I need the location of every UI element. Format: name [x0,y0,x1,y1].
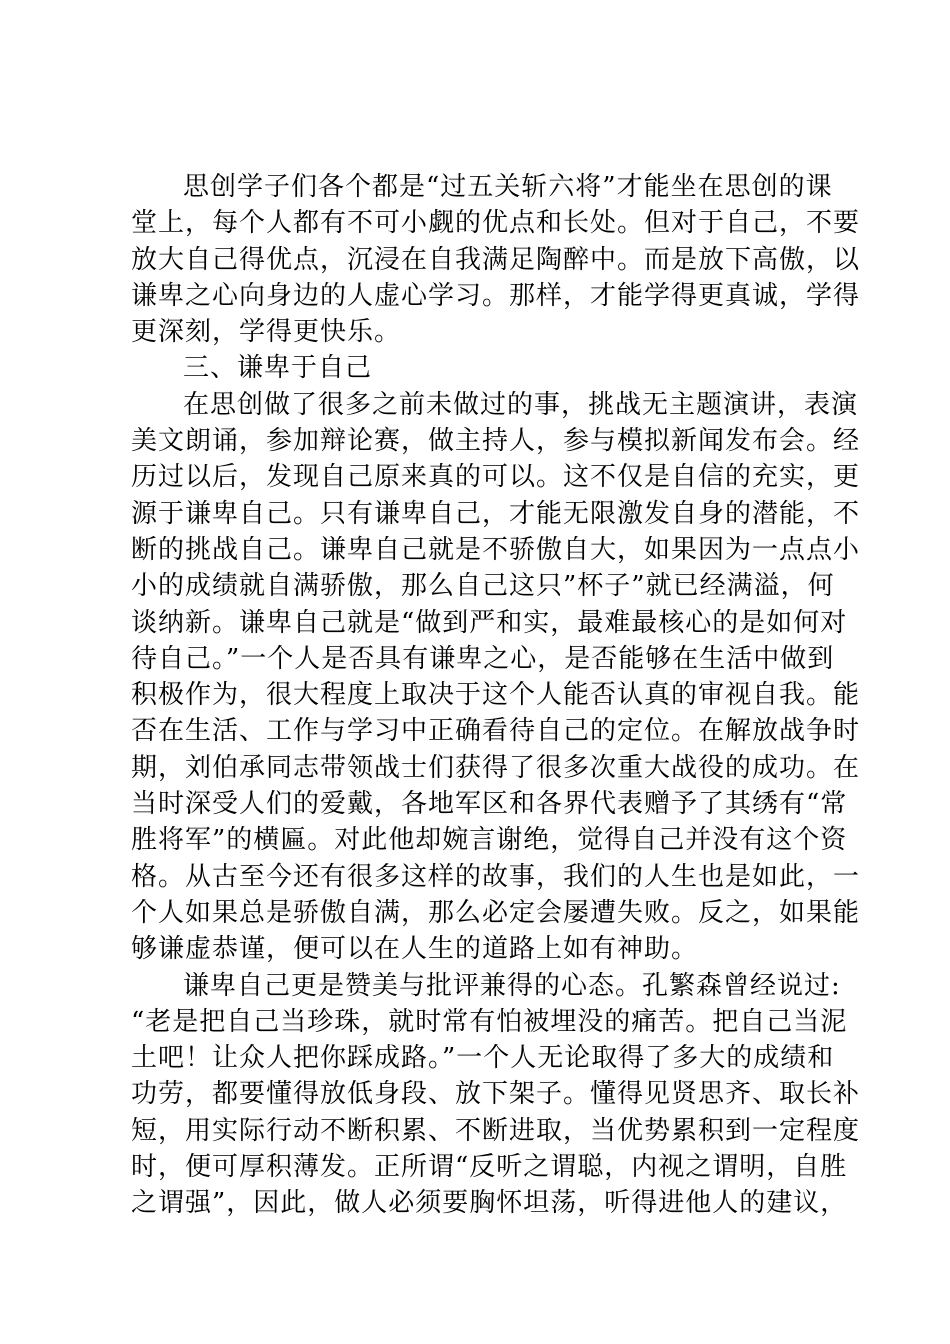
text-line: 积极作为，很大程度上取决于这个人能否认真的审视自我。能 [131,680,861,711]
text-line: 谦卑之心向身边的人虚心学习。那样，才能学得更真诚，学得 [131,280,861,311]
text-line: 断的挑战自己。谦卑自己就是不骄傲自大，如果因为一点点小 [131,534,861,565]
text-line: 之谓强”，因此，做人必须要胸怀坦荡，听得进他人的建议， [131,1188,848,1219]
text-line: 胜将军”的横匾。对此他却婉言谢绝，觉得自己并没有这个资 [131,825,848,856]
text-line: 在思创做了很多之前未做过的事，挑战无主题演讲，表演 [183,389,859,420]
text-line: 土吧！让众人把你踩成路。”一个人无论取得了多大的成绩和 [131,1043,835,1074]
essay-body [131,169,861,1222]
text-line: 思创学子们各个都是“过五关斩六将”才能坐在思创的课 [183,172,833,202]
text-line: “老是把自己当珍珠，就时常有怕被埋没的痛苦。把自己当泥 [131,1006,848,1037]
text-line: 个人如果总是骄傲自满，那么必定会屡遭失败。反之，如果能 [131,897,861,928]
text-line: 格。从古至今还有很多这样的故事，我们的人生也是如此，一 [131,861,861,892]
text-line: 放大自己得优点，沉浸在自我满足陶醉中。而是放下高傲，以 [131,244,861,275]
text-line: 更深刻，学得更快乐。 [131,317,402,348]
text-line: 堂上，每个人都有不可小觑的优点和长处。但对于自己，不要 [131,208,861,239]
text-line: 历过以后，发现自己原来真的可以。这不仅是自信的充实，更 [131,462,861,493]
text-line: 期，刘伯承同志带领战士们获得了很多次重大战役的成功。在 [131,752,861,783]
text-line: 待自己。”一个人是否具有谦卑之心，是否能够在生活中做到 [131,643,835,674]
text-line: 够谦虚恭谨，便可以在人生的道路上如有神助。 [131,934,699,965]
text-line: 否在生活、工作与学习中正确看待自己的定位。在解放战争时 [131,716,861,747]
text-line: 小的成绩就自满骄傲，那么自己这只”杯子”就已经满溢，何 [131,571,835,602]
section-heading: 三、谦卑于自己 [183,353,373,384]
text-line: 美文朗诵，参加辩论赛，做主持人，参与模拟新闻发布会。经 [131,426,861,457]
text-line: 谈纳新。谦卑自己就是“做到严和实，最难最核心的是如何对 [131,607,848,638]
text-line: 源于谦卑自己。只有谦卑自己，才能无限激发自身的潜能，不 [131,498,861,529]
text-line: 短，用实际行动不断积累、不断进取，当优势累积到一定程度 [131,1115,861,1146]
text-line: 功劳，都要懂得放低身段、放下架子。懂得见贤思齐、取长补 [131,1079,861,1110]
text-line: 时，便可厚积薄发。正所谓“反听之谓聪，内视之谓明，自胜 [131,1152,848,1183]
text-line: 谦卑自己更是赞美与批评兼得的心态。孔繁森曾经说过: [183,970,841,1001]
text-line: 当时深受人们的爱戴，各地军区和各界代表赠予了其绣有“常 [131,789,848,820]
